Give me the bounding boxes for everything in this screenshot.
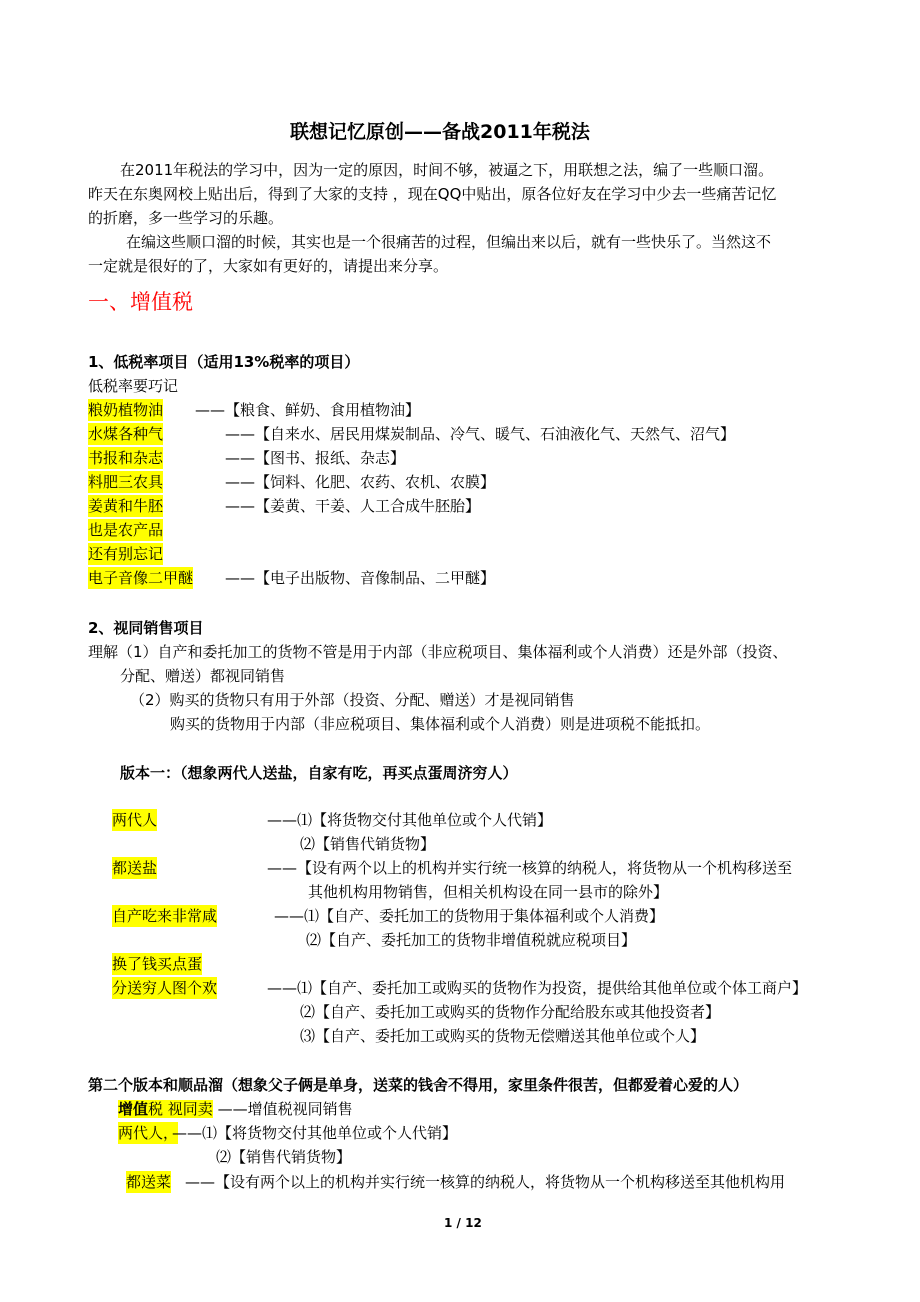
mnemonic: 还有别忘记 xyxy=(88,545,164,563)
mnemonic: 分送穷人图个欢 xyxy=(112,979,218,997)
mnemonic: 也是农产品 xyxy=(88,521,164,539)
mnemonic-detail: 其他机构用物销售，但相关机构设在同一县市的除外】 xyxy=(308,883,669,901)
mnemonic-detail: ——⑴【自产、委托加工或购买的货物作为投资，提供给其他单位或个体工商户】 xyxy=(267,979,808,997)
mnemonic-detail: ——⑴【将货物交付其他单位或个人代销】 xyxy=(172,1124,458,1142)
mnemonic-detail: ——【设有两个以上的机构并实行统一核算的纳税人，将货物从一个机构移送至 xyxy=(267,859,793,877)
mnemonic-row xyxy=(118,1098,353,1120)
mnemonic-detail: ——【饲料、化肥、农药、农机、农膜】 xyxy=(225,473,496,491)
section-heading: 一、增值税 xyxy=(88,290,193,314)
page-number: 1 / 12 xyxy=(444,1216,482,1230)
mnemonic: 料肥三农具 xyxy=(88,473,164,491)
intro-line: 一定就是很好的了，大家如有更好的，请提出来分享。 xyxy=(88,257,449,275)
intro-line: 的折磨，多一些学习的乐趣。 xyxy=(88,209,284,227)
subsection-heading: 2、视同销售项目 xyxy=(88,619,204,637)
document-title: 联想记忆原创——备战2011年税法 xyxy=(290,121,590,143)
mnemonic-detail: ⑵【自产、委托加工或购买的货物作分配给股东或其他投资者】 xyxy=(300,1003,721,1021)
mnemonic: 姜黄和牛胚 xyxy=(88,497,164,515)
mnemonic: 税 视同卖 xyxy=(148,1100,213,1118)
intro-line: 在2011年税法的学习中，因为一定的原因，时间不够，被逼之下，用联想之法，编了一些顺口溜。 xyxy=(120,161,774,179)
mnemonic-detail: ——增值税视同销售 xyxy=(217,1100,353,1118)
body-line: 分配、赠送）都视同销售 xyxy=(120,667,286,685)
mnemonic-detail: ⑶【自产、委托加工或购买的货物无偿赠送其他单位或个人】 xyxy=(300,1027,706,1045)
mnemonic: 电子音像二甲醚 xyxy=(88,569,194,587)
mnemonic-detail: ——⑴【将货物交付其他单位或个人代销】 xyxy=(267,811,553,829)
mnemonic: 水煤各种气 xyxy=(88,425,164,443)
mnemonic: 粮奶植物油 xyxy=(88,401,164,419)
mnemonic: 都送菜 xyxy=(126,1173,172,1191)
mnemonic-detail: ——【设有两个以上的机构并实行统一核算的纳税人，将货物从一个机构移送至其他机构用 xyxy=(185,1173,786,1191)
subsection-subtitle: 低税率要巧记 xyxy=(88,377,179,395)
mnemonic: 两代人， xyxy=(118,1124,179,1142)
mnemonic: 增值 xyxy=(118,1100,149,1118)
intro-line: 在编这些顺口溜的时候，其实也是一个很痛苦的过程，但编出来以后，就有一些快乐了。当然这不 xyxy=(126,233,772,251)
mnemonic: 两代人 xyxy=(112,811,158,829)
mnemonic-detail: ——【自来水、居民用煤炭制品、冷气、暖气、石油液化气、天然气、沼气】 xyxy=(225,425,736,443)
mnemonic-detail: ⑵【销售代销货物】 xyxy=(300,835,436,853)
version-heading: 第二个版本和顺品溜（想象父子俩是单身，送菜的钱舍不得用，家里条件很苦，但都爱着心爱的人） xyxy=(88,1076,749,1094)
version-heading: 版本一：（想象两代人送盐，自家有吃，再买点蛋周济穷人） xyxy=(120,764,518,782)
mnemonic: 都送盐 xyxy=(112,859,158,877)
mnemonic-detail: ——⑴【自产、委托加工的货物用于集体福利或个人消费】 xyxy=(274,907,665,925)
mnemonic-detail: ⑵【销售代销货物】 xyxy=(216,1148,352,1166)
intro-line: 昨天在东奥网校上贴出后，得到了大家的支持 ，现在QQ中贴出，原各位好友在学习中少去一些痛苦记忆 xyxy=(88,185,777,203)
mnemonic: 自产吃来非常咸 xyxy=(112,907,218,925)
mnemonic-detail: ——【电子出版物、音像制品、二甲醚】 xyxy=(225,569,496,587)
mnemonic: 换了钱买点蛋 xyxy=(112,955,203,973)
body-line: 购买的货物用于内部（非应税项目、集体福利或个人消费）则是进项税不能抵扣。 xyxy=(170,715,711,733)
mnemonic-detail: ——【姜黄、干姜、人工合成牛胚胎】 xyxy=(225,497,481,515)
mnemonic-detail: ⑵【自产、委托加工的货物非增值税就应税项目】 xyxy=(306,931,637,949)
mnemonic: 书报和杂志 xyxy=(88,449,164,467)
body-line: （2）购买的货物只有用于外部（投资、分配、赠送）才是视同销售 xyxy=(130,691,575,709)
body-line: 理解（1）自产和委托加工的货物不管是用于内部（非应税项目、集体福利或个人消费）还是外部（投资、 xyxy=(88,643,788,661)
mnemonic-detail: ——【图书、报纸、杂志】 xyxy=(225,449,406,467)
subsection-heading: 1、低税率项目（适用13%税率的项目） xyxy=(88,353,360,371)
mnemonic-detail: ——【粮食、鲜奶、食用植物油】 xyxy=(195,401,421,419)
